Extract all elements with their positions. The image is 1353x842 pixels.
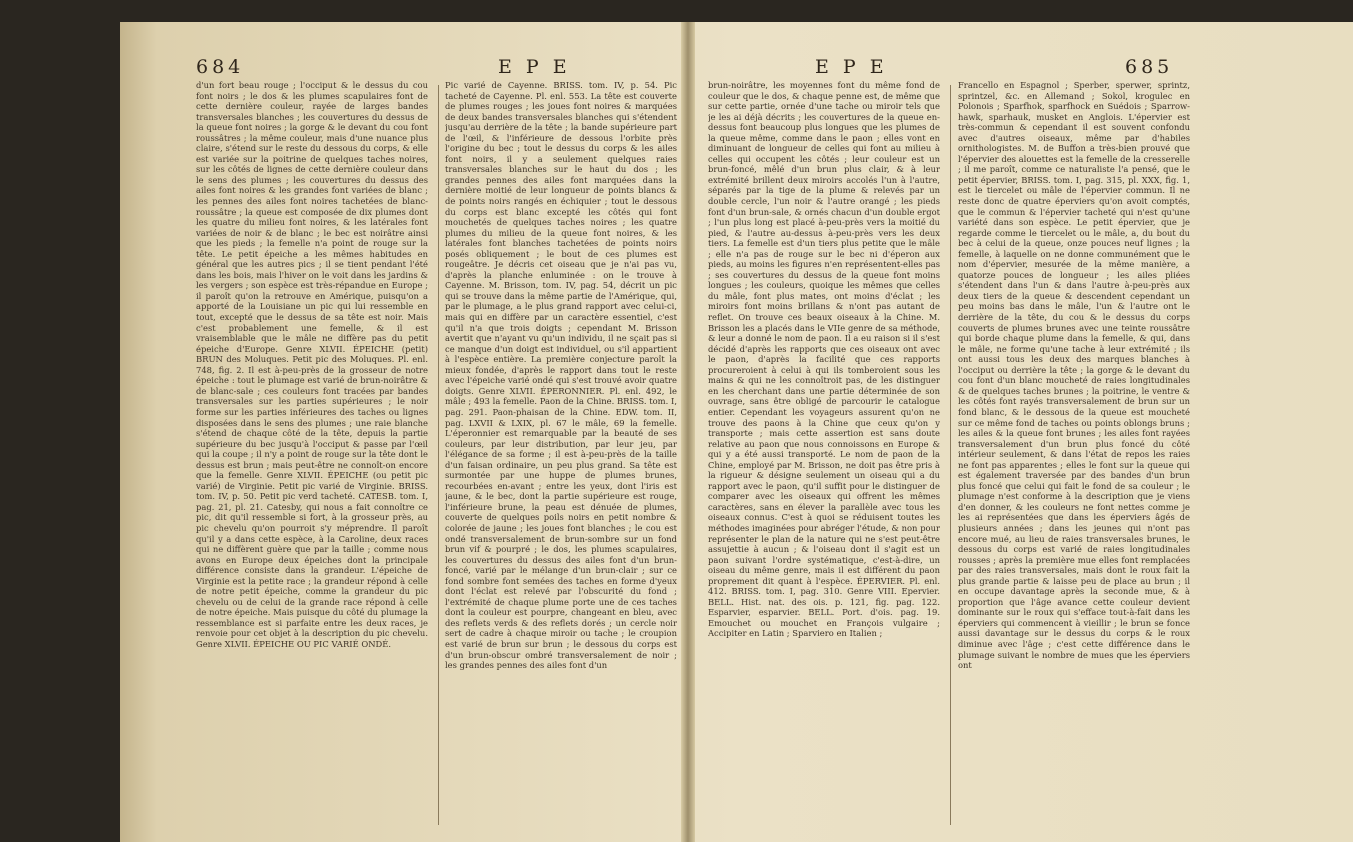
right-col1-text: brun-noirâtre, les moyennes font du même fond de couleur que le dos, & chaque penne est, de même que sur cette partie, ornée d'une tache ou miroir tels que je les ai déjà décrits ; les couvertures de la queue en-dessus font beaucoup plus longues que les plumes de la queue même, comme dans le paon ; elles vont en diminuant de longueur de celles qui font au milieu à celles qui occupent les côtés ; leur couleur est un brun-foncé, mêlé d'un brun plus clair, & à leur extrémité brillent deux miroirs accolés l'un à l'autre, séparés par la tige de la plume & relevés par un double cercle, l'un noir & l'autre orangé ; les pieds font d'un brun-sale, & ornés chacun d'un double ergot ; l'un plus long est placé à-peu-près vers la moitié du pied, & l'autre au-dessus à-peu-près vers les deux tiers. La femelle est d'un tiers plus petite que le mâle ; elle n'a pas de rouge sur le bec ni d'éperon aux pieds, au moins les figures n'en représentent-elles pas ; ses couvertures du dessus de la queue font moins longues ; les couleurs, quoique les mêmes que celles du mâle, font plus mates, ont moins d'éclat ; les miroirs font moins brillans & n'ont pas autant de reflet. On trouve ces beaux oiseaux à la Chine. M. Brisson les a placés dans le VIIe genre de sa méthode, & leur a donné le nom de paon. Il a eu raison si il s'est décidé d'après les rapports que ces oiseaux ont avec le paon, d'après la facilité que ces rapports procureroient à celui à qui ils tomberoient sous les mains & qui ne les connoîtroit pas, de les distinguer en les cherchant dans une partie déterminée de son ouvrage, sans être obligé de parcourir le catalogue entier. Cependant les voyageurs assurent qu'on ne trouve des paons à la Chine que ceux qu'on y transporte ; mais cette assertion est sans doute relative au paon que nous connoissons en Europe & qui y a été aussi transporté. Le nom de paon de la Chine, employé par M. Brisson, ne doit pas être pris à la rigueur & désigne seulement un oiseau qui a du rapport avec le paon, qu'il suffit pour le distinguer de comparer avec les oiseaux qui offrent les mêmes caractères, sans en élever la parallèle avec tous les oiseaux connus. C'est à quoi se réduisent toutes les méthodes imaginées pour abréger l'étude, & non pour représenter le plan de la nature qui ne s'est peut-être assujettie à aucun ; & l'oiseau dont il s'agit est un paon suivant l'ordre systématique, c'est-à-dire, un oiseau du même genre, mais il est différent du paon proprement dit quant à l'espèce. ÉPERVIER. Pl. enl. 412. BRISS. tom. I, pag. 310. Genre VIII. Epervier. BELL. Hist. nat. des ois. p. 121, fig. pag. 122. Esparvier, esparvier. BELL. Port. d'ois. pag. 19. Emouchet ou mouchet en François vulgaire ; Accipiter en Latin ; Sparviero en Italien ; (708, 80, 940, 639)
column-rule-left (438, 85, 439, 825)
book-gutter (681, 22, 695, 842)
right-page-column-1 (708, 80, 940, 830)
left-page-column-1 (196, 80, 428, 830)
right-col2-text: Francello en Espagnol ; Sperber, sperwer, sprintz, sprintzel, &c. en Allemand ; Sokol, krogulec en Polonois ; Sparfhok, sparfhock en Suédois ; Sparrow-hawk, sparhauk, musket en Anglois. L'épervier est très-commun & cependant il est souvent confondu avec d'autres oiseaux, même par d'habiles ornithologistes. M. de Buffon a très-bien prouvé que l'épervier des alouettes est la femelle de la cresserelle ; il me paroît, comme ce naturaliste l'a pensé, que le petit épervier, BRISS. tom. I, pag. 315, pl. XXX, fig. 1, est le tiercelet ou mâle de l'épervier commun. Il ne reste donc de quatre éperviers qu'on avoit comptés, que le commun & l'épervier tacheté qui n'est qu'une variété dans son espèce. Le petit épervier, que je regarde comme le tiercelet ou le mâle, a, du bout du bec à celui de la queue, onze pouces neuf lignes ; la femelle, à laquelle on ne donne communément que le nom d'épervier, mesurée de la même manière, a quatorze pouces de longueur ; les ailes pliées s'étendent dans l'un & dans l'autre à-peu-près aux deux tiers de la queue & descendent cependant un peu moins bas dans le mâle, l'un & l'autre ont le derrière de la tête, du cou & le dessus du corps couverts de plumes brunes avec une teinte roussâtre qui borde chaque plume dans la femelle, & qui, dans le mâle, ne forme qu'une tache à leur extrémité ; ils ont aussi tous les deux des marques blanches à l'occiput ou derrière la tête ; la gorge & le devant du cou font d'un blanc moucheté de raies longitudinales & de quelques taches brunes ; la poitrine, le ventre & les côtés font rayés transversalement de brun sur un fond blanc, & le dessous de la queue est moucheté sur ce même fond de taches ou points oblongs bruns ; les ailes & la queue font brunes ; les ailes font rayées transversalement d'un brun plus foncé du côté intérieur seulement, & dans l'état de repos les raies ne font pas apparentes ; elles le font sur la queue qui est également traversée par des bandes d'un brun plus foncé que celui qui fait le fond de sa couleur ; le plumage n'est conforme à la description que je viens d'en donner, & les couleurs ne font nettes comme je les ai représentées que dans les éperviers âgés de plusieurs années ; dans les jeunes qui n'ont pas encore mué, au lieu de raies transversales brunes, le dessous du corps est varié de raies longitudinales rousses ; après la première mue elles font remplacées par des raies transversales, mais dont le roux fait la plus grande partie & laisse peu de place au brun ; il en occupe davantage après la seconde mue, & à proportion que l'âge avance cette couleur devient dominante sur le roux qui s'efface tout-à-fait dans les éperviers qui commencent à vieillir ; le brun se fonce aussi davantage sur le dessus du corps & le roux diminue avec l'âge ; c'est cette différence dans le plumage suivant le nombre de mues que les éperviers ont (958, 80, 1190, 671)
right-page-number: 685 (1125, 56, 1174, 78)
left-page-number: 684 (196, 56, 245, 78)
left-page-column-2 (445, 80, 677, 830)
left-col2-text: Pic varié de Cayenne. BRISS. tom. IV, p. 54. Pic tacheté de Cayenne. Pl. enl. 553. La tête est couverte de plumes rouges ; les joues font noires & marquées de deux bandes transversales blanches qui s'étendent jusqu'au derrière de la tête ; la bande supérieure part de l'œil, & l'inférieure de dessous l'orbite près l'origine du bec ; tout le dessus du corps & les ailes font noirs, il y a seulement quelques raies transversales blanches sur le haut du dos ; les grandes pennes des ailes font marquées dans la dernière moitié de leur longueur de points blancs & de points noirs rangés en échiquier ; tout le dessous du corps est blanc excepté les côtés qui font mouchetés de quelques taches noires ; les quatre plumes du milieu de la queue font noires, & les latérales font blanches tachetées de points noirs posés obliquement ; le bout de ces plumes est rougeâtre. Je décris cet oiseau que je n'ai pas vu, d'après la planche enluminée : on le trouve à Cayenne. M. Brisson, tom. IV, pag. 54, décrit un pic qui se trouve dans la même partie de l'Amérique, qui, par le plumage, a le plus grand rapport avec celui-ci, mais qui en diffère par un caractère essentiel, c'est qu'il n'a que trois doigts ; cependant M. Brisson avertit que n'ayant vu qu'un individu, il ne sçait pas si ce manque d'un doigt est individuel, ou s'il appartient à l'espèce entière. La première conjecture paroît la mieux fondée, d'après le rapport dans tout le reste avec l'épeiche varié ondé qui s'est trouvé avoir quatre doigts. Genre XLVII. ÉPERONNIER. Pl. enl. 492, le mâle ; 493 la femelle. Paon de la Chine. BRISS. tom. I, pag. 291. Paon-phaisan de la Chine. EDW. tom. II, pag. LXVII & LXIX, pl. 67 le mâle, 69 la femelle. L'éperonnier est remarquable par la beauté de ses couleurs, par leur distribution, par leur jeu, par l'élégance de sa forme ; il est à-peu-près de la taille d'un faisan ordinaire, un peu plus grand. Sa tête est surmontée par une huppe de plumes brunes, recourbées en-avant ; entre les yeux, dont l'iris est jaune, & le bec, dont la partie supérieure est rouge, l'inférieure brune, la peau est dénuée de plumes, couverte de quelques poils noirs en petit nombre & colorée de jaune ; les joues font blanches ; le cou est ondé transversalement de brun-sombre sur un fond brun vif & pourpré ; le dos, les plumes scapulaires, les couvertures du dessus des ailes font d'un brun-foncé, varié par le mélange d'un brun-clair ; sur ce fond sombre font semées des taches en forme d'yeux dont l'éclat est relevé par l'obscurité du fond ; l'extrémité de chaque plume porte une de ces taches dont la couleur est pourpre, changeant en bleu, avec des reflets verds & des reflets dorés ; un cercle noir sert de cadre à chaque miroir ou tache ; le croupion est varié de brun sur brun ; le dessous du corps est d'un brun-obscur ombré transversalement de noir ; les grandes pennes des ailes font d'un (445, 80, 677, 671)
right-page-column-2 (958, 80, 1190, 830)
left-col1-text: d'un fort beau rouge ; l'occiput & le dessus du cou font noirs ; le dos & les plumes scapulaires font de cette dernière couleur, rayée de larges bandes transversales blanches ; les couvertures du dessus de la queue font noires ; la gorge & le devant du cou font roussâtres ; la même couleur, mais d'une nuance plus claire, s'étend sur le reste du dessous du corps, & elle est variée sur la poitrine de quelques taches noires, sur les côtés de lignes de cette dernière couleur dans le sens des plumes ; les couvertures du dessus des ailes font noires & les grandes font variées de blanc ; les pennes des ailes font noires tachetées de blanc-roussâtre ; la queue est composée de dix plumes dont les quatre du milieu font noires, & les latérales font variées de noir & de blanc ; le bec est noirâtre ainsi que les pieds ; la femelle n'a point de rouge sur la tête. Le petit épeiche a les mêmes habitudes en général que les autres pics ; il se tient pendant l'été dans les bois, mais l'hiver on le voit dans les jardins & les vergers ; son espèce est très-répandue en Europe ; il paroît qu'on la retrouve en Amérique, puisqu'on a apporté de la Louisiane un pic qui lui ressemble en tout, excepté que le dessus de sa tête est noir. Mais c'est probablement une femelle, & il est vraisemblable que le mâle ne diffère pas du petit épeiche d'Europe. Genre XLVII. ÉPEICHE (petit) BRUN des Moluques. Petit pic des Moluques. Pl. enl. 748, fig. 2. Il est à-peu-près de la grosseur de notre épeiche : tout le plumage est varié de brun-noirâtre & de blanc-sale ; ces couleurs font tracées par bandes transversales sur les parties supérieures ; le noir forme sur les parties inférieures des taches ou lignes disposées dans le sens des plumes ; une raie blanche s'étend de chaque côté de la tête, depuis la partie supérieure du bec jusqu'à l'occiput & passe par l'œil qui la coupe ; il n'y a point de rouge sur la tête dont le dessus est brun ; mais peut-être ne connoît-on encore que la femelle. Genre XLVII. ÉPEICHE (ou petit pic varié) de Virginie. Petit pic varié de Virginie. BRISS. tom. IV, p. 50. Petit pic verd tacheté. CATESB. tom. I, pag. 21, pl. 21. Catesby, qui nous a fait connoître ce pic, dit qu'il ressemble si fort, à la grosseur près, au pic chevelu qu'on pourroit s'y méprendre. Il paroît qu'il y a dans cette espèce, à la Caroline, deux races qui ne diffèrent guère que par la taille ; comme nous avons en Europe deux épeiches dont la principale différence consiste dans la grandeur. L'épeiche de Virginie est la petite race ; la grandeur répond à celle de notre petit épeiche, comme la grandeur du pic chevelu ou de celui de la grande race répond à celle de notre épeiche. Mais puisque du côté du plumage la ressemblance est si parfaite entre les deux races, je renvoie pour cet objet à la description du pic chevelu. Genre XLVII. ÉPEICHE OU PIC VARIÉ ONDÉ. (196, 80, 428, 649)
left-running-head: E P E (498, 56, 571, 78)
column-rule-right (950, 85, 951, 825)
right-running-head: E P E (815, 56, 888, 78)
